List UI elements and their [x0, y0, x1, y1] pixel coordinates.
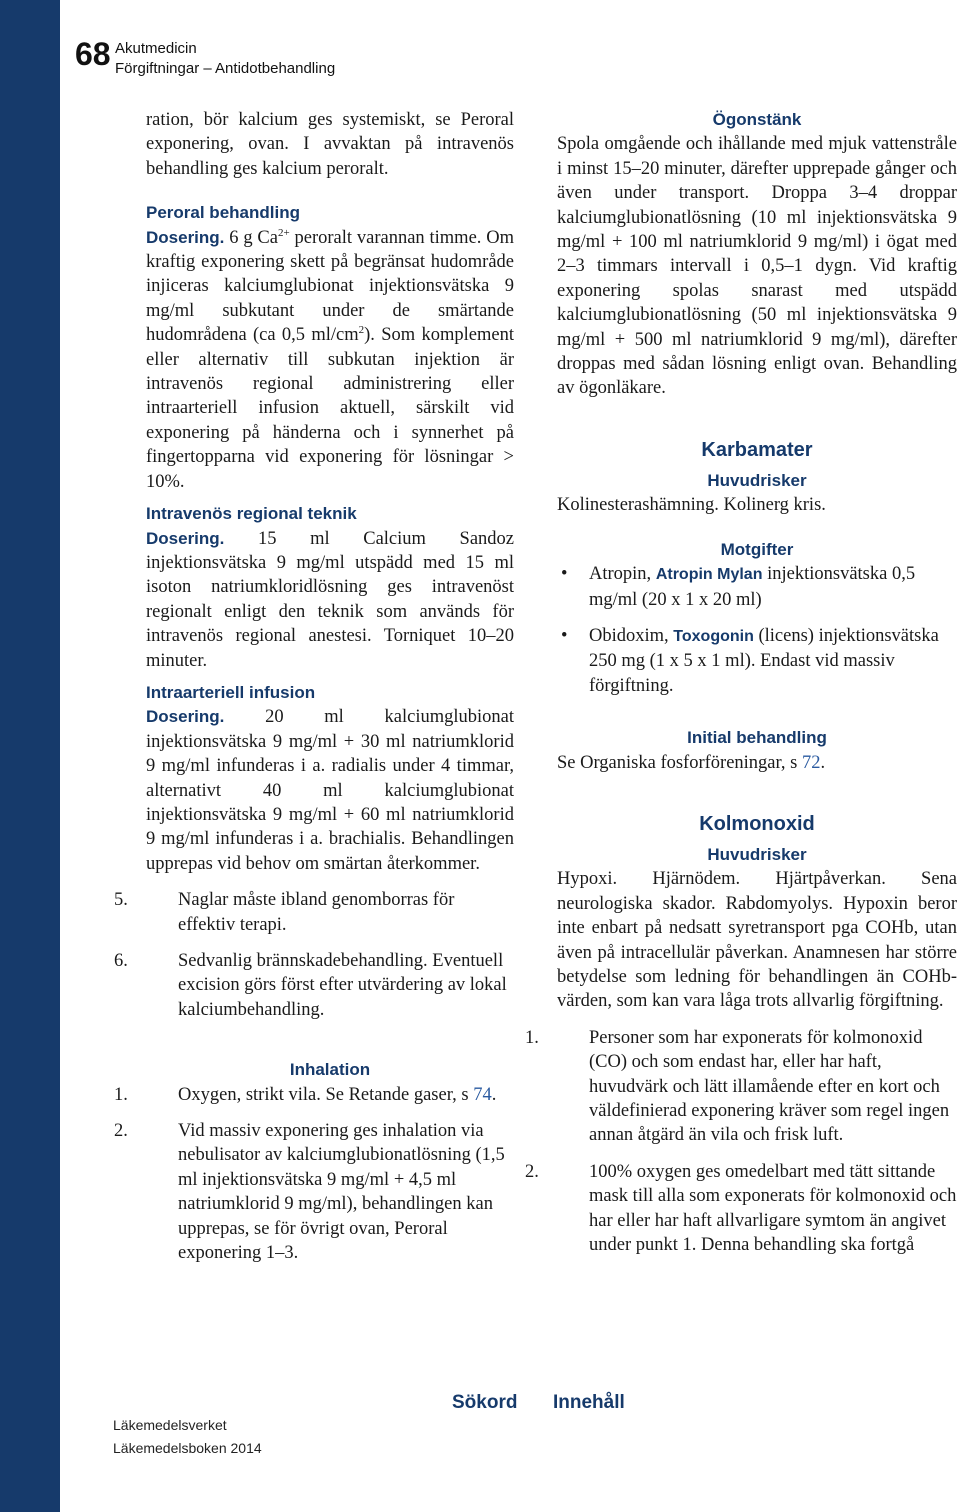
ogonstank-paragraph: Spola omgående och ihållande med mjuk vattenstråle i minst 15–20 minuter, därefter upprepade gånger och även under transport. Droppa 3–4 droppar kalciumglubionatlösning (10 ml injektionsvätska 9 mg/ml + 100 ml natriumklorid 9 mg/ml) i ögat med 2–3 timmars intervall i 0,5–1 dygn. Vid kraftig exponering spolas snarast med utspädd kalciumglubionatlösning (50 ml injektionsvätska 9 mg/ml + 500 ml natriumklorid 9 mg/ml), därefter droppas med sådan lösning enligt ovan. Behandling av ögonläkare.	[557, 134, 957, 399]
page-link-74[interactable]: 74	[473, 1084, 492, 1105]
list-number: 5.	[114, 890, 128, 911]
initial-text-body: Se Organiska fosforföreningar, s	[557, 752, 803, 773]
bullet-icon: •	[561, 564, 568, 585]
right-column	[525, 108, 957, 1257]
superscript-charge: 2+	[277, 226, 290, 239]
ogonstank-heading: Ögonstänk	[712, 110, 802, 129]
iv-paragraph	[146, 527, 514, 673]
list-text: Personer som har exponerats för kolmonoxid (CO) och som endast har, eller har haft, huvudvärk och lätt illamående efter en kort och väldefinierad exponering kräver som regel ingen annan åtgärd än vila och frisk luft.	[589, 1027, 950, 1146]
list-item	[557, 562, 957, 612]
list-number: 1.	[525, 1027, 539, 1048]
dosering-label: Dosering.	[146, 227, 225, 247]
list-text: Sedvanlig brännskadebehandling. Eventuell excision görs först efter utvärdering av lokal kalciumbehandling.	[178, 951, 507, 1020]
list-number: 2.	[525, 1161, 539, 1182]
initial-heading: Initial behandling	[687, 728, 827, 748]
list-item	[114, 949, 514, 1022]
footer-publisher: Läkemedelsverket	[113, 1417, 227, 1433]
list-text: Atropin,	[589, 564, 656, 585]
karbamater-risk-text: Kolinesterashämning. Kolinerg kris.	[557, 495, 826, 516]
superscript-square: 2	[358, 324, 365, 337]
product-name: Toxogonin	[673, 627, 754, 645]
chapter-title: Akutmedicin	[115, 40, 197, 57]
list-text: Obidoxim,	[589, 625, 674, 646]
ia-heading: Intraarteriell infusion	[146, 682, 316, 702]
list-text: Vid massiv exponering ges inhalation via nebulisator av kalciumglubionatlösning (1,5 ml injektionsvätska 9 mg/ml + 4,5 ml natriumklorid 9 mg/ml), behandlingen kan upprepas, se för övrigt ovan, Peroral exponering 1–3.	[178, 1121, 505, 1264]
intro-paragraph: ration, bör kalcium ges systemiskt, se Peroral exponering, ovan. I avvaktan på intravenös behandling ges kalcium peroralt.	[146, 110, 514, 179]
list-text-end: .	[491, 1084, 497, 1105]
chapter-subtitle: Förgiftningar – Antidotbehandling	[115, 60, 336, 77]
kolmonoxid-risk-heading: Huvudrisker	[707, 844, 807, 864]
karbamater-risk-heading: Huvudrisker	[707, 470, 807, 490]
iv-heading: Intravenös regional teknik	[146, 504, 357, 524]
left-color-bar	[0, 0, 60, 1512]
list-item	[525, 1026, 957, 1148]
dosering-label: Dosering.	[146, 528, 225, 548]
kolmonoxid-risk-text: Hypoxi. Hjärnödem. Hjärtpåverkan. Sena neurologiska skador. Rabdomyolys. Hypoxin beror inte enbart på nedsatt syretransport pga COHb, utan även på intracellulär påverkan. Anamnesen har större betydelse som ledning för behandlingen än COHb-värden, som kan vara låga trots allvarlig förgiftning.	[557, 869, 957, 1012]
kolmonoxid-title: Kolmonoxid	[699, 812, 815, 835]
product-name: Atropin Mylan	[655, 566, 763, 584]
peroral-text-2: peroralt varannan timme. Om kraftig exponering skett på begränsat hudområde injiceras kalciumglubionat injektionsvätska 9 mg/ml subkutant under de smärtande hudområdena (ca 0,5 ml/cm	[146, 227, 514, 346]
list-number: 1.	[114, 1084, 128, 1105]
left-column	[114, 108, 514, 1265]
list-item	[525, 1160, 957, 1258]
page-number: 68	[75, 36, 111, 72]
list-text: (licens) injektionsvätska 250 mg (1 x 5 x 1 ml). Endast vid massiv förgiftning.	[589, 625, 939, 696]
list-text: injektionsvätska 0,5 mg/ml (20 x 1 x 20 ml)	[589, 564, 916, 610]
peroral-text-1: 6 g Ca	[224, 227, 278, 248]
list-text: 100% oxygen ges omedelbart med tätt sittande mask till alla som exponerats för kolmonoxid och har eller har haft allvarligare symtom än angivet under punkt 1. Denna behandling ska fortgå	[589, 1161, 957, 1256]
list-text: Oxygen, strikt vila. Se Retande gaser, s	[178, 1084, 474, 1105]
motgifter-heading: Motgifter	[720, 539, 794, 559]
list-number: 2.	[114, 1121, 128, 1142]
list-item	[114, 888, 514, 937]
page-link-72[interactable]: 72	[802, 752, 821, 773]
karbamater-title: Karbamater	[701, 438, 813, 461]
iv-text: 15 ml Calcium Sandoz injektionsvätska 9 mg/ml utspädd med 15 ml isoton natriumkloridlösning ges intravenöst regionalt enligt den teknik som används för intravenös regional anestesi. Torniquet 10–20 minuter.	[146, 528, 514, 671]
peroral-paragraph	[146, 226, 514, 494]
innehall-link[interactable]: Innehåll	[553, 1392, 625, 1413]
peroral-text-3: ). Som komplement eller alternativ till subkutan injektion är intravenös regional administrering eller intraarteriell infusion aktuell, särskilt vid exponering på händerna och i synnerhet på fingertopparna vid exponering för lösningar > 10%.	[146, 325, 514, 492]
list-text: Naglar måste ibland genomborras för effektiv terapi.	[178, 890, 455, 935]
inhalation-heading: Inhalation	[289, 1060, 371, 1080]
ia-text: 20 ml kalciumglubionat injektionsvätska 9 mg/ml + 30 ml natriumklorid 9 mg/ml infunderas i a. radialis under 4 timmar, alternativt 40 ml kalciumglubionat injektionsvätska 9 mg/ml + 60 ml natriumklorid 9 mg/ml infunderas i a. brachialis. Behandlingen upprepas vid behov om smärtan återkommer.	[146, 707, 514, 874]
page-footer	[113, 1414, 262, 1460]
sokord-link[interactable]: Sökord	[452, 1392, 518, 1413]
ia-paragraph	[146, 705, 514, 876]
list-number: 6.	[114, 951, 128, 971]
footer-book: Läkemedelsboken 2014	[113, 1440, 262, 1456]
list-item	[114, 1083, 514, 1107]
dosering-label: Dosering.	[146, 707, 225, 727]
bullet-icon: •	[561, 625, 568, 646]
initial-text-end: .	[820, 752, 826, 773]
list-item	[114, 1119, 514, 1265]
initial-text	[557, 751, 957, 775]
list-item	[557, 624, 957, 698]
peroral-heading: Peroral behandling	[146, 203, 300, 223]
